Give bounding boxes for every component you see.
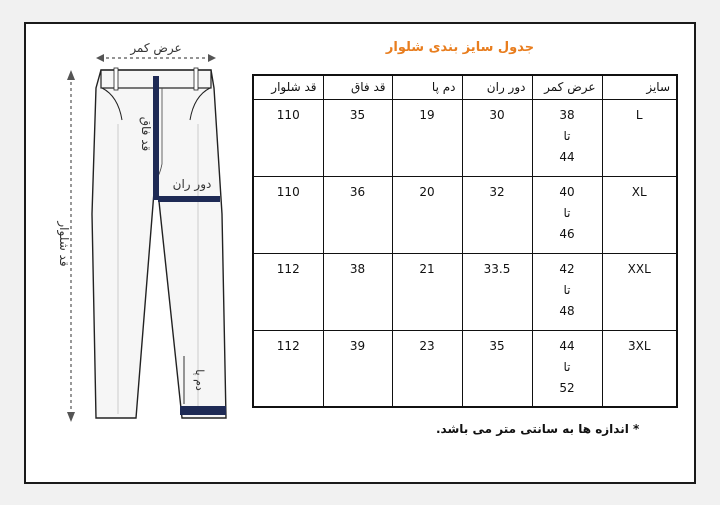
- cell-size: XXL: [602, 253, 677, 330]
- cell-rise: 39: [323, 330, 392, 407]
- cell-rise: 38: [323, 253, 392, 330]
- waist-arrow-left: [96, 54, 104, 62]
- cell-hem: 20: [392, 176, 462, 253]
- cell-size: XL: [602, 176, 677, 253]
- hem-label: دم پا: [193, 369, 206, 391]
- cell-thigh: 35: [462, 330, 532, 407]
- rise-label: قد فاق: [139, 116, 153, 152]
- cell-length: 110: [253, 176, 323, 253]
- size-chart-sheet: [24, 22, 696, 484]
- waist-to: 48: [559, 303, 575, 318]
- cell-waist: [532, 99, 602, 176]
- thigh-measure-bar: [158, 196, 220, 202]
- length-label: قد شلوار: [57, 221, 71, 267]
- cell-length: 110: [253, 99, 323, 176]
- waist-from: 40: [559, 184, 575, 199]
- thigh-label: دور ران: [172, 177, 212, 191]
- size-table: [252, 74, 678, 408]
- cell-length: 112: [253, 330, 323, 407]
- belt-loop-right: [194, 68, 198, 90]
- footnote: * اندازه ها به سانتی متر می باشد.: [436, 422, 640, 436]
- waist-to-word: تا: [563, 359, 571, 374]
- cell-hem: 19: [392, 99, 462, 176]
- length-arrow-top: [67, 70, 75, 80]
- cell-length: 112: [253, 253, 323, 330]
- waist-to: 52: [559, 380, 575, 395]
- waist-to-word: تا: [563, 128, 571, 143]
- waist-label: عرض کمر: [130, 41, 182, 55]
- cell-thigh: 33.5: [462, 253, 532, 330]
- waist-from: 42: [559, 261, 575, 276]
- waist-arrow-right: [208, 54, 216, 62]
- header-rise: قد فاق: [323, 75, 392, 99]
- pants-diagram: [26, 24, 256, 484]
- waist-from: 38: [559, 107, 575, 122]
- belt-loop-left: [114, 68, 118, 90]
- cell-waist: [532, 330, 602, 407]
- cell-rise: 35: [323, 99, 392, 176]
- table-row: [253, 176, 677, 253]
- table-row: [253, 253, 677, 330]
- header-waist: عرض کمر: [532, 75, 602, 99]
- table-title: جدول سایز بندی شلوار: [385, 40, 535, 55]
- header-length: قد شلوار: [253, 75, 323, 99]
- length-arrow-bottom: [67, 412, 75, 422]
- cell-waist: [532, 176, 602, 253]
- header-thigh: دور ران: [462, 75, 532, 99]
- cell-hem: 21: [392, 253, 462, 330]
- table-row: [253, 99, 677, 176]
- cell-hem: 23: [392, 330, 462, 407]
- table-header-row: [253, 75, 677, 99]
- waist-to: 46: [559, 226, 575, 241]
- cell-size: 3XL: [602, 330, 677, 407]
- cell-thigh: 32: [462, 176, 532, 253]
- cell-rise: 36: [323, 176, 392, 253]
- cell-waist: [532, 253, 602, 330]
- header-hem: دم پا: [392, 75, 462, 99]
- cell-thigh: 30: [462, 99, 532, 176]
- waist-to: 44: [559, 149, 575, 164]
- hem-measure-bar: [180, 406, 226, 415]
- header-size: سایز: [602, 75, 677, 99]
- waist-from: 44: [559, 338, 575, 353]
- table-row: [253, 330, 677, 407]
- cell-size: L: [602, 99, 677, 176]
- waist-to-word: تا: [563, 205, 571, 220]
- waist-to-word: تا: [563, 282, 571, 297]
